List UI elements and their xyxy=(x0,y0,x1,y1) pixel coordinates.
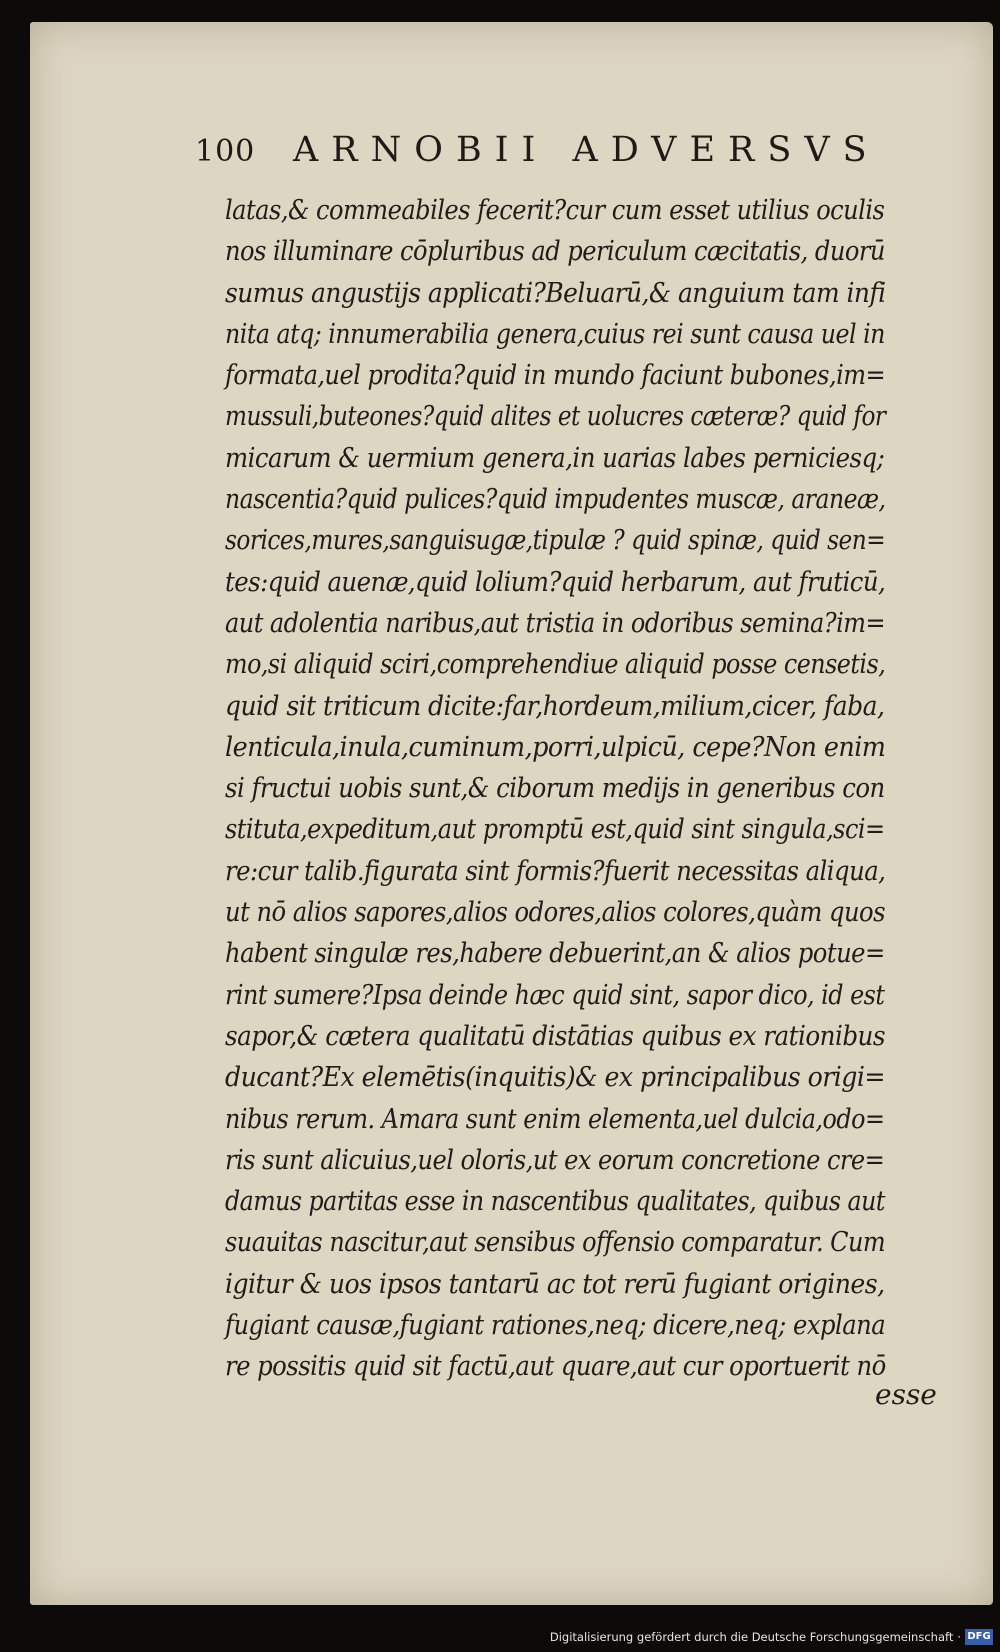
text-line: rint sumere?Ipsa deinde hæc quid sint, sapor dico, id est xyxy=(225,978,885,1011)
text-line: sapor,& cætera qualitatū distātias quibus ex rationibus xyxy=(225,1019,886,1052)
text-line: stituta,expeditum,aut promptū est,quid sint singula,sci= xyxy=(225,813,885,846)
dfg-logo-icon: DFG xyxy=(965,1629,993,1645)
text-line: mo,si aliquid sciri,comprehendiue aliquid posse censetis, xyxy=(225,648,886,681)
text-line: ut nō alios sapores,alios odores,alios colores,quàm quos xyxy=(225,896,885,929)
body-text xyxy=(225,190,925,1388)
text-line: fugiant causæ,fugiant rationes,neq; dicere,neq; explana xyxy=(225,1309,886,1342)
catchword: esse xyxy=(875,1378,937,1411)
text-line: re possitis quid sit factū,aut quare,aut cur oportuerit nō xyxy=(225,1350,886,1383)
footer-credit: Digitalisierung gefördert durch die Deutsche Forschungsgemeinschaft xyxy=(549,1630,954,1644)
text-line: igitur & uos ipsos tantarū ac tot rerū fugiant origines, xyxy=(225,1267,885,1300)
text-line: lenticula,inula,cuminum,porri,ulpicū, cepe?Non enim xyxy=(225,730,886,763)
text-line: mussuli,buteones?quid alites et uolucres cæteræ? quid for xyxy=(225,400,886,433)
text-line: ris sunt alicuius,uel oloris,ut ex eorum concretione cre= xyxy=(225,1143,885,1176)
page-header xyxy=(195,112,895,172)
text-line: habent singulæ res,habere debuerint,an & alios potue= xyxy=(225,937,885,970)
text-line: micarum & uermium genera,in uarias labes perniciesq; xyxy=(225,441,885,474)
text-line: nos illuminare cōpluribus ad periculum cæcitatis, duorū xyxy=(225,235,885,268)
footer-separator: · xyxy=(957,1630,961,1644)
text-line: tes:quid auenæ,quid lolium?quid herbarum, aut fruticū, xyxy=(225,565,886,598)
text-line: aut adolentia naribus,aut tristia in odoribus semina?im= xyxy=(225,606,886,639)
text-line: suauitas nascitur,aut sensibus offensio comparatur. Cum xyxy=(225,1226,886,1259)
page-number: 100 xyxy=(195,134,256,169)
text-line: re:cur talib.figurata sint formis?fuerit necessitas aliqua, xyxy=(225,854,886,887)
text-line: nascentia?quid pulices?quid impudentes muscæ, araneæ, xyxy=(225,483,886,516)
text-line: latas,& commeabiles fecerit?cur cum esset utilius oculis xyxy=(225,194,885,226)
text-line: ducant?Ex elemētis(inquitis)& ex principalibus origi= xyxy=(225,1061,885,1094)
digitization-footer xyxy=(550,1627,993,1647)
text-line: si fructui uobis sunt,& ciborum medijs in generibus con xyxy=(225,772,885,805)
text-line: formata,uel prodita?quid in mundo faciunt bubones,im= xyxy=(225,359,886,392)
text-line: quid sit triticum dicite:far,hordeum,milium,cicer, faba, xyxy=(225,689,885,722)
text-line: damus partitas esse in nascentibus qualitates, quibus aut xyxy=(225,1185,885,1218)
text-line: sorices,mures,sanguisugæ,tipulæ ? quid spinæ, quid sen= xyxy=(225,524,886,557)
text-line: nibus rerum. Amara sunt enim elementa,uel dulcia,odo= xyxy=(225,1102,885,1135)
text-line: sumus angustijs applicati?Beluarū,& anguium tam infi xyxy=(225,276,886,309)
running-title: ARNOBII ADVERSVS xyxy=(293,130,880,170)
text-line: nita atq; innumerabilia genera,cuius rei sunt causa uel in xyxy=(225,317,885,350)
